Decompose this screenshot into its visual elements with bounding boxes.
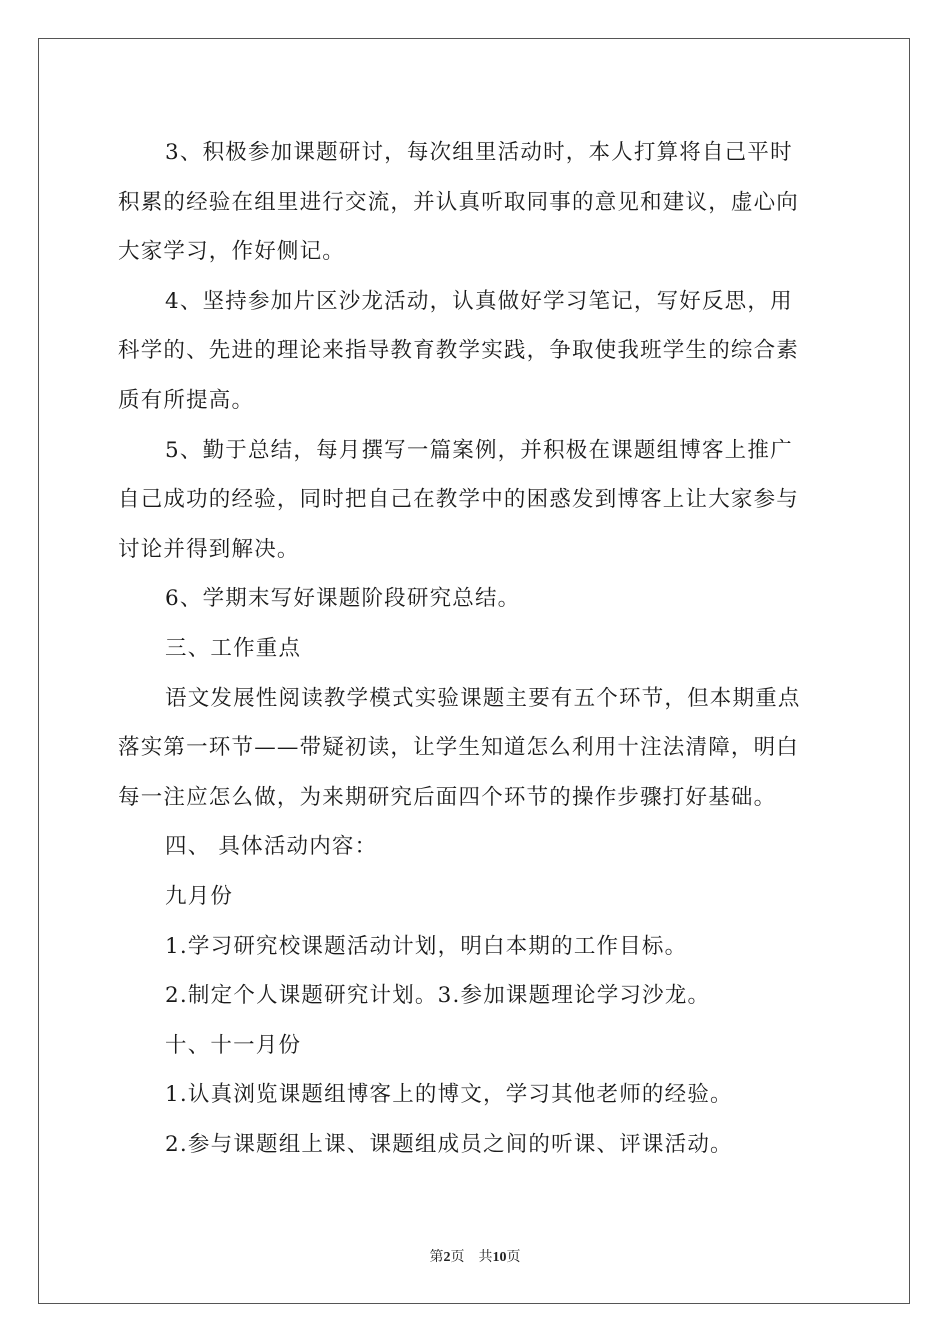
text-line: 大家学习，作好侧记。 [118, 239, 346, 265]
text-line: 科学的、先进的理论来指导教育教学实践，争取使我班学生的综合素 [118, 338, 800, 364]
text-line: 落实第一环节——带疑初读，让学生知道怎么利用十注法清障，明白 [118, 735, 800, 761]
text-line: 四、 具体活动内容： [165, 834, 378, 860]
footer-page-prefix: 第 [429, 1250, 444, 1265]
text-line: 1.认真浏览课题组博客上的博文，学习其他老师的经验。 [165, 1082, 733, 1108]
text-line: 质有所提高。 [118, 387, 255, 413]
text-line: 三、工作重点 [165, 635, 302, 661]
text-line: 每一注应怎么做，为来期研究后面四个环节的操作步骤打好基础。 [118, 784, 777, 810]
footer-page-suffix: 页 [450, 1250, 465, 1265]
footer-page-number: 2 [443, 1250, 451, 1265]
footer-total-pages: 10 [492, 1250, 507, 1265]
footer-total-suffix: 页 [506, 1250, 521, 1265]
text-line: 讨论并得到解决。 [118, 536, 300, 562]
text-line: 九月份 [165, 883, 234, 909]
text-line: 4、坚持参加片区沙龙活动，认真做好学习笔记，写好反思，用 [165, 288, 793, 314]
text-line: 5、勤于总结，每月撰写一篇案例，并积极在课题组博客上推广 [165, 437, 793, 463]
text-line: 积累的经验在组里进行交流，并认真听取同事的意见和建议，虚心向 [118, 189, 800, 215]
document-body [118, 128, 832, 1169]
page-footer [0, 1246, 950, 1266]
text-line: 3、积极参加课题研讨，每次组里活动时，本人打算将自己平时 [165, 140, 793, 165]
text-line: 十、十一月份 [165, 1032, 302, 1058]
text-line: 语文发展性阅读教学模式实验课题主要有五个环节，但本期重点 [165, 685, 801, 711]
text-line: 1.学习研究校课题活动计划，明白本期的工作目标。 [165, 933, 688, 959]
text-line: 6、学期末写好课题阶段研究总结。 [165, 586, 521, 612]
text-line: 2.制定个人课题研究计划。3.参加课题理论学习沙龙。 [165, 983, 711, 1009]
text-line: 2.参与课题组上课、课题组成员之间的听课、评课活动。 [165, 1131, 733, 1157]
footer-total-prefix: 共 [478, 1250, 493, 1265]
text-line: 自己成功的经验，同时把自己在教学中的困惑发到博客上让大家参与 [118, 487, 800, 513]
